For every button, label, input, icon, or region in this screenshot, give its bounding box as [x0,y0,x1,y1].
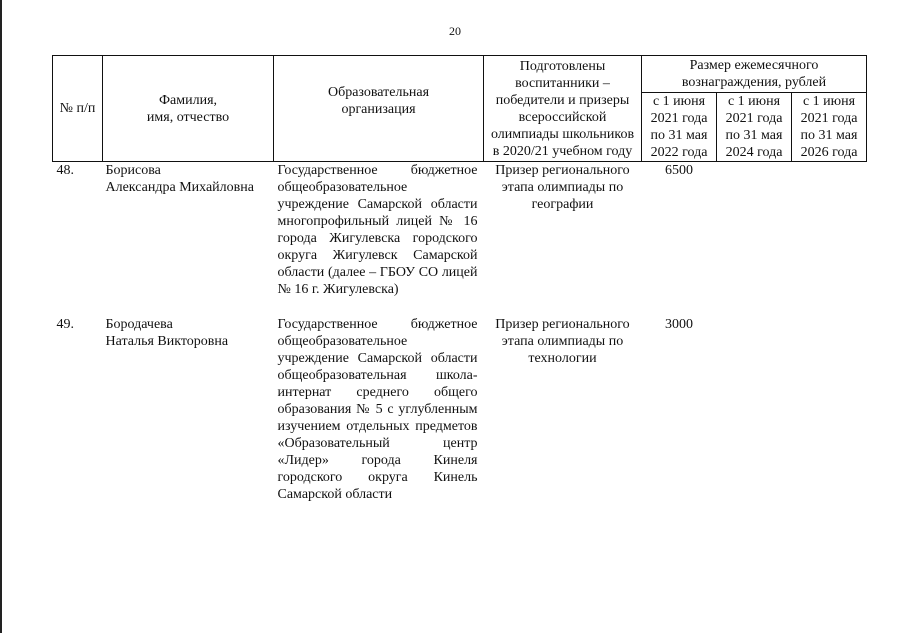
row-spacer [53,298,867,316]
table-header [53,56,867,162]
header-period-1: с 1 июня 2021 года по 31 мая 2022 года [642,93,717,162]
row-empty-2 [717,316,792,503]
row-empty-3 [792,316,867,503]
row-empty-3 [792,162,867,299]
row-num: 48. [56,163,74,178]
row-prepared: Призер регионального этапа олимпиады по технологии [495,317,630,366]
header-reward: Размер ежемесячного вознаграждения, рублей [642,56,867,93]
header-period-3: с 1 июня 2021 года по 31 мая 2026 года [792,93,867,162]
row-org: Государственное бюджетное общеобразовательное учреждение Самарской области многопрофильный лицей № 16 города Жигулевска городского округа Жигулевск Самарской области (далее – ГБОУ СО лицей № 16 г. Жигулевска) [277,163,478,297]
table-row [53,316,867,503]
row-amount: 3000 [665,317,693,332]
row-prepared: Призер регионального этапа олимпиады по географии [495,163,630,212]
header-period-2: с 1 июня 2021 года по 31 мая 2024 года [717,93,792,162]
row-org: Государственное бюджетное общеобразовательное учреждение Самарской области общеобразовательная школа-интернат среднего общего образования № 5 с углубленным изучением отдельных предметов «Образовательный центр «Лидер» города Кинеля городского округа Кинель Самарской области [277,317,478,502]
header-org: Образовательная организация [274,56,484,162]
page-number: 20 [449,24,461,38]
row-num: 49. [56,317,74,332]
row-empty-2 [717,162,792,299]
reward-table [52,55,867,503]
header-prepared: Подготовлены воспитанники – победители и призеры всероссийской олимпиады школьников в 2020/21 учебном году [484,56,642,162]
header-name: Фамилия, имя, отчество [103,56,274,162]
row-name: Бородачева Наталья Викторовна [105,317,229,349]
header-num: № п/п [53,56,103,162]
row-amount: 6500 [665,163,693,178]
table-row [53,162,867,299]
row-name: Борисова Александра Михайловна [105,163,254,195]
page-left-edge [0,0,2,633]
